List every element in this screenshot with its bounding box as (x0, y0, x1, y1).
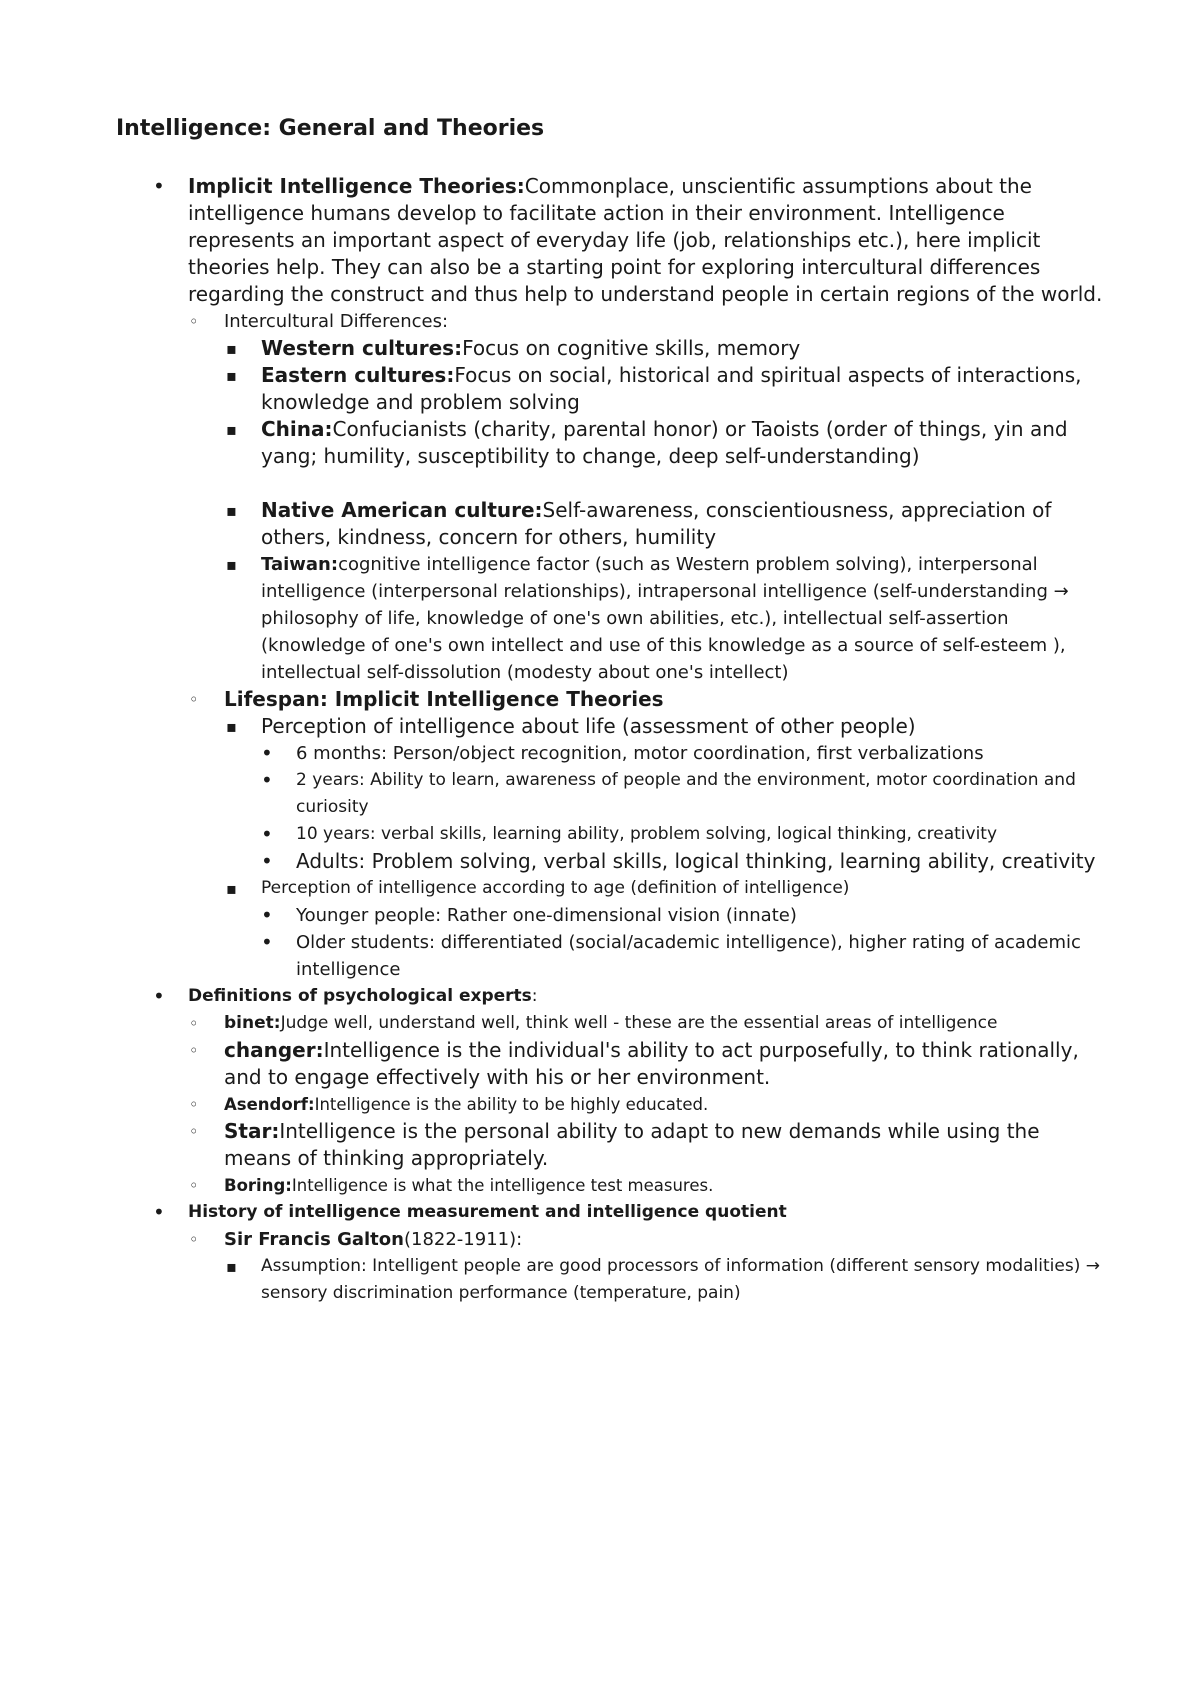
definition-text: Intelligence is what the intelligence test measures. (291, 1176, 714, 1195)
age-text: Adults: Problem solving, verbal skills, logical thinking, learning ability, creativity (296, 849, 1096, 873)
list-item-culture-china (261, 416, 1108, 470)
list-item-culture-western (261, 335, 1108, 362)
culture-text: Confucianists (charity, parental honor) or Taoists (order of things, yin and yang; humility, susceptibility to change, deep self-understanding) (261, 417, 1068, 468)
definition-term: Star: (224, 1119, 280, 1143)
definition-text: Intelligence is the ability to be highly educated. (314, 1095, 709, 1114)
perception-age-text: Perception of intelligence according to age (definition of intelligence) (261, 878, 850, 898)
list-item-lifespan (224, 686, 1108, 983)
definition-term: changer: (224, 1038, 324, 1062)
definition-text: Intelligence is the personal ability to adapt to new demands while using the means of thinking appropriately. (224, 1119, 1040, 1170)
culture-text: cognitive intelligence factor (such as Western problem solving), interpersonal intelligence (interpersonal relationships), intrapersonal intelligence (self-understanding → philosophy of life, knowledge of one's own abilities, etc.), intellectual self-assertion (knowledge of one's own intellect and use of this knowledge as a source of self-esteem ), intellectual self-dissolution (modesty about one's intellect) (261, 554, 1069, 683)
list-item-age-adults (296, 848, 1108, 875)
definition-term: Asendorf: (224, 1095, 315, 1114)
list-item-intercultural (224, 308, 1108, 686)
list-item-definition-binet (224, 1010, 1108, 1037)
list-item-age-2-years (296, 767, 1108, 821)
definition-term: binet: (224, 1013, 281, 1033)
culture-text: Focus on cognitive skills, memory (462, 336, 801, 360)
main-list (188, 173, 1108, 1307)
list-item-age-6-months (296, 740, 1108, 767)
culture-term: Western cultures: (261, 336, 463, 360)
list-item-definition-changer (224, 1037, 1108, 1091)
culture-text: Self-awareness, conscientiousness, appreciation of others, kindness, concern for others, humility (261, 498, 1052, 549)
age-group-text: Younger people: Rather one-dimensional vision (innate) (296, 905, 797, 926)
list-item-culture-native-american (261, 497, 1108, 551)
lifespan-heading: Lifespan: Implicit Intelligence Theories (224, 687, 664, 711)
galton-name: Sir Francis Galton (224, 1229, 404, 1250)
definition-text: Judge well, understand well, think well - these are the essential areas of intelligence (280, 1013, 998, 1033)
list-item-perception-age (261, 875, 1108, 983)
list-item-age-group-younger (296, 902, 1108, 929)
culture-term: Eastern cultures: (261, 363, 455, 387)
perception-life-text: Perception of intelligence about life (assessment of other people) (261, 714, 916, 738)
age-text: 2 years: Ability to learn, awareness of people and the environment, motor coordination and curiosity (296, 770, 1076, 817)
galton-assumption-text: Assumption: Intelligent people are good processors of information (different sensory modalities) → sensory discrimination performance (temperature, pain) (261, 1256, 1100, 1303)
definitions-heading: Definitions of psychological experts (188, 986, 532, 1006)
history-heading: History of intelligence measurement and intelligence quotient (188, 1202, 787, 1222)
list-item-culture-eastern (261, 362, 1108, 416)
implicit-theories-text: Commonplace, unscientific assumptions about the intelligence humans develop to facilitate action in their environment. Intelligence represents an important aspect of everyday life (job, relationships etc.), here implicit theories help. They can also be a starting point for exploring intercultural differences regarding the construct and thus help to understand people in certain regions of the world. (188, 174, 1103, 306)
age-group-text: Older students: differentiated (social/academic intelligence), higher rating of academic intelligence (296, 932, 1081, 980)
list-item-definition-boring (224, 1172, 1108, 1199)
definitions-colon: : (531, 986, 538, 1006)
age-text: 6 months: Person/object recognition, motor coordination, first verbalizations (296, 743, 984, 764)
culture-term: Native American culture: (261, 498, 543, 522)
term-implicit-theories: Implicit Intelligence Theories: (188, 174, 525, 198)
list-item-galton-assumption (261, 1253, 1108, 1307)
culture-text: Focus on social, historical and spiritual aspects of interactions, knowledge and problem solving (261, 363, 1082, 414)
age-text: 10 years: verbal skills, learning ability, problem solving, logical thinking, creativity (296, 824, 998, 844)
list-item-age-10-years (296, 821, 1108, 848)
culture-term: Taiwan: (261, 554, 339, 575)
list-item-history (188, 1199, 1108, 1307)
list-item-definition-asendorf (224, 1091, 1108, 1118)
intercultural-label: Intercultural Differences: (224, 311, 449, 332)
list-item-culture-taiwan (261, 551, 1108, 686)
list-item-galton (224, 1226, 1108, 1307)
list-item-definitions (188, 983, 1108, 1199)
page-title: Intelligence: General and Theories (116, 116, 545, 141)
list-item-definition-star (224, 1118, 1108, 1172)
culture-term: China: (261, 417, 333, 441)
galton-years: (1822-1911): (403, 1229, 523, 1250)
list-item-perception-life (261, 713, 1108, 875)
definition-term: Boring: (224, 1176, 292, 1195)
list-item-implicit-theories (188, 173, 1108, 983)
list-item-age-group-older (296, 929, 1108, 983)
definition-text: Intelligence is the individual's ability to act purposefully, to think rationally, and to engage effectively with his or her environment. (224, 1038, 1079, 1089)
